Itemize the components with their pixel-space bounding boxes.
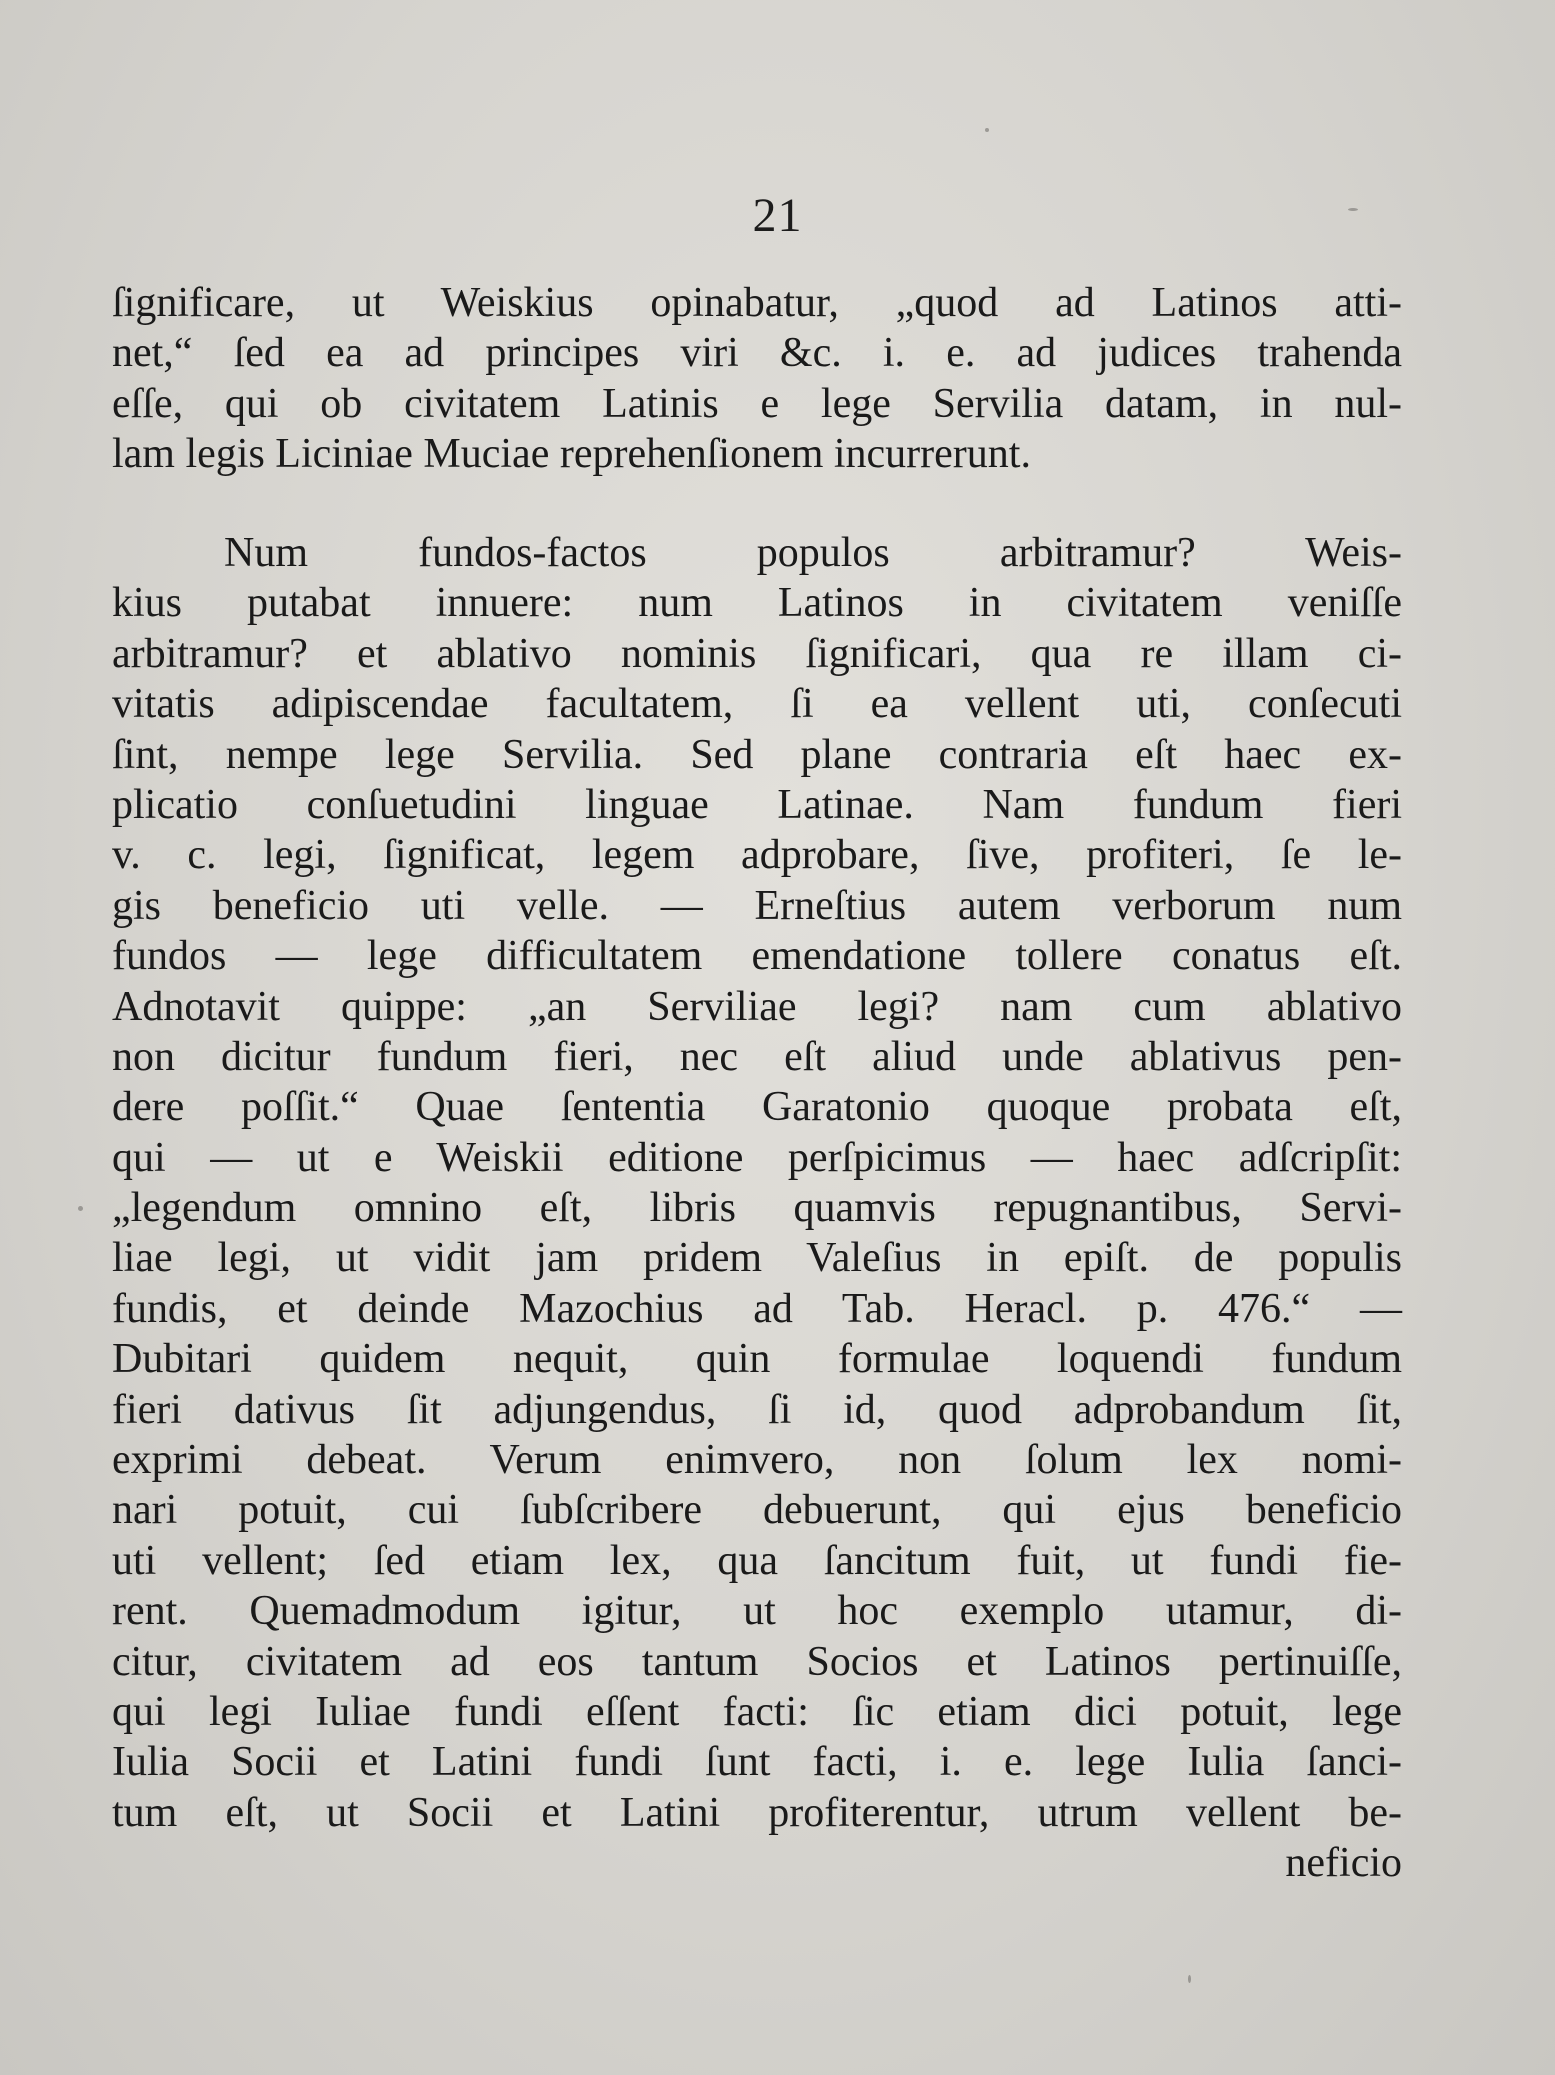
text-line: vitatis adipiscendae facultatem, ſi ea vellent uti, conſecuti [112,681,1402,728]
text-line: fieri dativus ſit adjungendus, ſi id, quod adprobandum ſit, [112,1386,1402,1433]
paragraph-1 [112,278,1402,480]
text-line: Iulia Socii et Latini fundi ſunt facti, i. e. lege Iulia ſanci- [112,1739,1402,1786]
paper-speck [985,128,989,132]
text-line: ſignificare, ut Weiskius opinabatur, „quod ad Latinos atti- [112,280,1402,326]
text-line: fundis, et deinde Mazochius ad Tab. Heracl. p. 476.“ — [112,1285,1402,1332]
text-line: ſint, nempe lege Servilia. Sed plane contraria eſt haec ex- [112,731,1402,778]
text-line: rent. Quemadmodum igitur, ut hoc exemplo utamur, di- [112,1588,1402,1635]
text-line: nari potuit, cui ſubſcribere debuerunt, qui ejus beneficio [112,1487,1402,1534]
text-line: dere poſſit.“ Quae ſententia Garatonio quoque probata eſt, [112,1084,1402,1131]
paper-speck [1348,208,1358,211]
text-line: tum eſt, ut Socii et Latini profiterentur, utrum vellent be- [112,1789,1402,1836]
catchword: neficio [1285,1840,1402,1887]
text-line: qui legi Iuliae fundi eſſent facti: ſic etiam dici potuit, lege [112,1688,1402,1735]
paragraph-2 [112,528,1402,1889]
text-line: eſſe, qui ob civitatem Latinis e lege Servilia datam, in nul- [112,380,1402,427]
text-line: kius putabat innuere: num Latinos in civitatem veniſſe [112,580,1402,627]
paper-speck [1188,1975,1191,1983]
text-line: qui — ut e Weiskii editione perſpicimus — haec adſcripſit: [112,1134,1402,1181]
text-line: exprimi debeat. Verum enimvero, non ſolum lex nomi- [112,1437,1402,1484]
text-line: Dubitari quidem nequit, quin formulae loquendi fundum [112,1336,1402,1383]
page-number: 21 [752,189,803,242]
text-line: non dicitur fundum fieri, nec eſt aliud unde ablativus pen- [112,1033,1402,1080]
text-line: liae legi, ut vidit jam pridem Valeſius in epiſt. de populis [112,1235,1402,1282]
text-line: v. c. legi, ſignificat, legem adprobare, ſive, profiteri, ſe le- [112,832,1402,879]
text-line: arbitramur? et ablativo nominis ſignificari, qua re illam ci- [112,630,1402,677]
text-line: net,“ ſed ea ad principes viri &c. i. e. ad judices trahenda [112,330,1402,377]
text-line: Num fundos-factos populos arbitramur? Weis- [224,530,1402,576]
text-line: uti vellent; ſed etiam lex, qua ſancitum fuit, ut fundi fie- [112,1537,1402,1584]
paper-speck [78,1206,83,1211]
text-line: Adnotavit quippe: „an Serviliae legi? nam cum ablativo [112,983,1402,1030]
text-line: lam legis Liciniae Muciae reprehenſionem incurrerunt. [112,431,1031,478]
text-line: „legendum omnino eſt, libris quamvis repugnantibus, Servi- [112,1185,1402,1232]
text-line: citur, civitatem ad eos tantum Socios et Latinos pertinuiſſe, [112,1638,1402,1685]
text-line: plicatio conſuetudini linguae Latinae. Nam fundum fieri [112,781,1402,828]
text-line: gis beneficio uti velle. — Erneſtius autem verborum num [112,882,1402,929]
text-line: fundos — lege difficultatem emendatione tollere conatus eſt. [112,933,1402,980]
